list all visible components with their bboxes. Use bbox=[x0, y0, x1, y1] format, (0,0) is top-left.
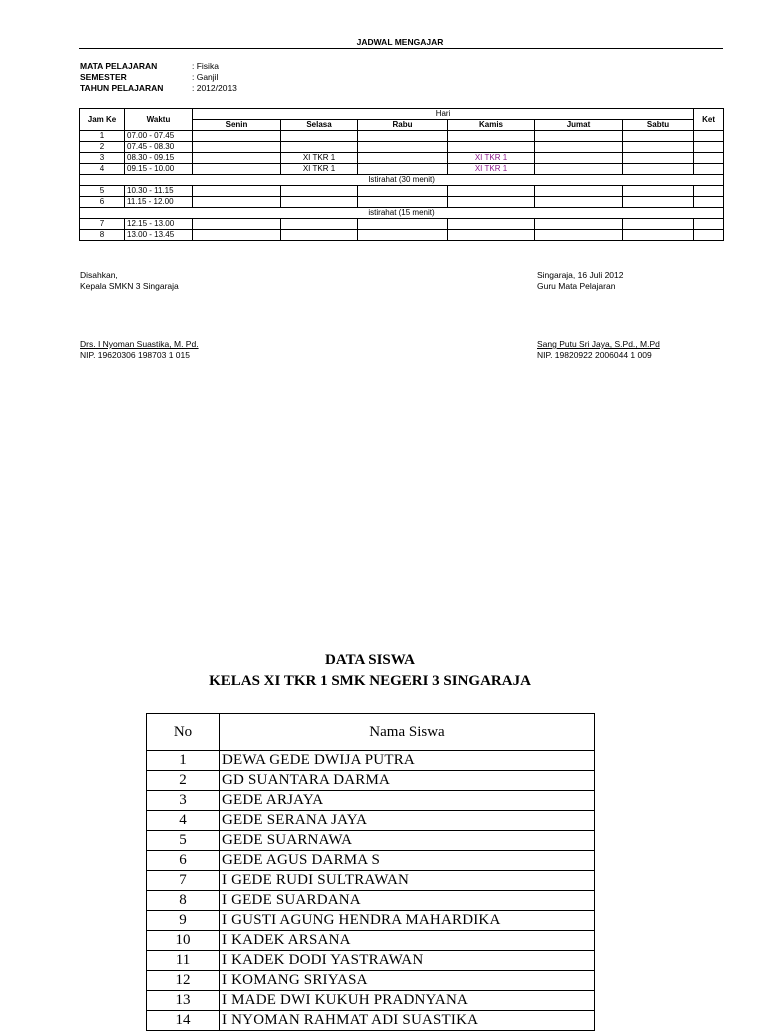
schedule-cell bbox=[358, 219, 448, 230]
meta-key: SEMESTER bbox=[80, 72, 127, 82]
schedule-cell bbox=[193, 197, 281, 208]
period-time: 07.00 - 07.45 bbox=[125, 131, 193, 142]
sign-left-line1: Disahkan, bbox=[80, 270, 118, 280]
schedule-cell bbox=[623, 230, 694, 241]
students-body bbox=[147, 751, 595, 1031]
schedule-body bbox=[80, 131, 724, 241]
table-row bbox=[147, 911, 595, 931]
break-label: istirahat (15 menit) bbox=[80, 208, 724, 219]
ket-cell bbox=[694, 131, 724, 142]
student-name: GEDE SERANA JAYA bbox=[220, 811, 595, 831]
schedule-cell bbox=[358, 142, 448, 153]
header-hari: Hari bbox=[193, 109, 694, 120]
schedule-cell bbox=[448, 131, 535, 142]
student-name: I GUSTI AGUNG HENDRA MAHARDIKA bbox=[220, 911, 595, 931]
student-name: I GEDE RUDI SULTRAWAN bbox=[220, 871, 595, 891]
student-number: 13 bbox=[147, 991, 220, 1011]
schedule-cell bbox=[535, 197, 623, 208]
table-row bbox=[147, 751, 595, 771]
schedule-cell bbox=[448, 197, 535, 208]
sign-right-line2: Guru Mata Pelajaran bbox=[537, 281, 616, 291]
schedule-meta bbox=[80, 61, 237, 94]
schedule-cell: XI TKR 1 bbox=[448, 164, 535, 175]
schedule-cell bbox=[193, 230, 281, 241]
schedule-title: JADWAL MENGAJAR bbox=[356, 37, 444, 47]
period-time: 07.45 - 08.30 bbox=[125, 142, 193, 153]
schedule-cell bbox=[193, 219, 281, 230]
student-name: I KADEK ARSANA bbox=[220, 931, 595, 951]
student-name: GD SUANTARA DARMA bbox=[220, 771, 595, 791]
schedule-cell bbox=[193, 142, 281, 153]
student-number: 14 bbox=[147, 1011, 220, 1031]
schedule-cell bbox=[358, 131, 448, 142]
sign-left-nip: NIP. 19620306 198703 1 015 bbox=[80, 350, 190, 360]
schedule-cell bbox=[281, 186, 358, 197]
header-ket: Ket bbox=[694, 109, 724, 131]
ket-cell bbox=[694, 142, 724, 153]
ket-cell bbox=[694, 197, 724, 208]
student-number: 1 bbox=[147, 751, 220, 771]
period-time: 13.00 - 13.45 bbox=[125, 230, 193, 241]
schedule-cell bbox=[281, 197, 358, 208]
student-name: I KOMANG SRIYASA bbox=[220, 971, 595, 991]
period-number: 6 bbox=[80, 197, 125, 208]
period-time: 12.15 - 13.00 bbox=[125, 219, 193, 230]
ket-cell bbox=[694, 164, 724, 175]
student-number: 3 bbox=[147, 791, 220, 811]
students-header-no: No bbox=[147, 714, 220, 751]
header-day: Selasa bbox=[281, 120, 358, 131]
table-row bbox=[147, 931, 595, 951]
student-number: 6 bbox=[147, 851, 220, 871]
student-number: 7 bbox=[147, 871, 220, 891]
schedule-cell bbox=[623, 164, 694, 175]
meta-value: : Ganjil bbox=[192, 72, 219, 82]
meta-row-subject bbox=[80, 61, 237, 72]
header-jam: Jam Ke bbox=[80, 109, 125, 131]
schedule-cell bbox=[193, 131, 281, 142]
period-number: 5 bbox=[80, 186, 125, 197]
table-row bbox=[147, 891, 595, 911]
period-number: 4 bbox=[80, 164, 125, 175]
schedule-cell bbox=[358, 164, 448, 175]
schedule-cell bbox=[623, 197, 694, 208]
students-title: DATA SISWA bbox=[325, 652, 415, 668]
student-number: 5 bbox=[147, 831, 220, 851]
header-row bbox=[80, 109, 724, 120]
schedule-cell bbox=[535, 230, 623, 241]
header-day: Kamis bbox=[448, 120, 535, 131]
table-row bbox=[147, 791, 595, 811]
ket-cell bbox=[694, 230, 724, 241]
student-name: I KADEK DODI YASTRAWAN bbox=[220, 951, 595, 971]
sign-right-nip: NIP. 19820922 2006044 1 009 bbox=[537, 350, 652, 360]
schedule-cell bbox=[448, 219, 535, 230]
period-number: 7 bbox=[80, 219, 125, 230]
period-number: 8 bbox=[80, 230, 125, 241]
period-row bbox=[80, 219, 724, 230]
table-row bbox=[147, 971, 595, 991]
students-subtitle: KELAS XI TKR 1 SMK NEGERI 3 SINGARAJA bbox=[209, 673, 531, 689]
schedule-cell bbox=[448, 186, 535, 197]
period-time: 11.15 - 12.00 bbox=[125, 197, 193, 208]
student-name: DEWA GEDE DWIJA PUTRA bbox=[220, 751, 595, 771]
schedule-cell bbox=[358, 230, 448, 241]
table-row bbox=[147, 871, 595, 891]
period-time: 09.15 - 10.00 bbox=[125, 164, 193, 175]
schedule-cell bbox=[623, 131, 694, 142]
student-number: 4 bbox=[147, 811, 220, 831]
header-day: Rabu bbox=[358, 120, 448, 131]
schedule-cell bbox=[193, 186, 281, 197]
title-rule bbox=[79, 48, 723, 49]
header-day: Jumat bbox=[535, 120, 623, 131]
period-number: 3 bbox=[80, 153, 125, 164]
schedule-cell bbox=[358, 186, 448, 197]
period-row bbox=[80, 164, 724, 175]
schedule-cell bbox=[448, 230, 535, 241]
schedule-cell bbox=[623, 142, 694, 153]
table-row bbox=[147, 851, 595, 871]
period-row bbox=[80, 197, 724, 208]
student-name: GEDE AGUS DARMA S bbox=[220, 851, 595, 871]
period-number: 2 bbox=[80, 142, 125, 153]
schedule-cell: XI TKR 1 bbox=[448, 153, 535, 164]
schedule-cell bbox=[623, 186, 694, 197]
period-row bbox=[80, 186, 724, 197]
period-number: 1 bbox=[80, 131, 125, 142]
sign-left-line2: Kepala SMKN 3 Singaraja bbox=[80, 281, 179, 291]
student-name: I GEDE SUARDANA bbox=[220, 891, 595, 911]
schedule-table bbox=[79, 108, 724, 241]
schedule-cell bbox=[535, 153, 623, 164]
header-day: Senin bbox=[193, 120, 281, 131]
schedule-cell bbox=[623, 153, 694, 164]
schedule-cell bbox=[623, 219, 694, 230]
table-row bbox=[147, 991, 595, 1011]
break-row bbox=[80, 175, 724, 186]
schedule-cell bbox=[535, 186, 623, 197]
meta-row-year bbox=[80, 83, 237, 94]
meta-key: TAHUN PELAJARAN bbox=[80, 83, 164, 93]
student-number: 8 bbox=[147, 891, 220, 911]
schedule-cell bbox=[535, 164, 623, 175]
student-name: GEDE SUARNAWA bbox=[220, 831, 595, 851]
student-name: I MADE DWI KUKUH PRADNYANA bbox=[220, 991, 595, 1011]
break-row bbox=[80, 208, 724, 219]
students-table bbox=[146, 713, 595, 1031]
table-row bbox=[147, 831, 595, 851]
schedule-cell bbox=[281, 219, 358, 230]
period-row bbox=[80, 230, 724, 241]
meta-key: MATA PELAJARAN bbox=[80, 61, 158, 71]
schedule-cell bbox=[193, 164, 281, 175]
period-row bbox=[80, 153, 724, 164]
schedule-cell: XI TKR 1 bbox=[281, 164, 358, 175]
schedule-cell bbox=[193, 153, 281, 164]
sign-left-name: Drs. I Nyoman Suastika, M. Pd. bbox=[80, 339, 199, 349]
student-number: 10 bbox=[147, 931, 220, 951]
table-row bbox=[147, 951, 595, 971]
student-number: 2 bbox=[147, 771, 220, 791]
meta-value: : 2012/2013 bbox=[192, 83, 237, 93]
student-number: 9 bbox=[147, 911, 220, 931]
ket-cell bbox=[694, 153, 724, 164]
student-number: 12 bbox=[147, 971, 220, 991]
student-name: GEDE ARJAYA bbox=[220, 791, 595, 811]
schedule-cell bbox=[448, 142, 535, 153]
schedule-cell bbox=[281, 142, 358, 153]
sign-right-line1: Singaraja, 16 Juli 2012 bbox=[537, 270, 624, 280]
ket-cell bbox=[694, 219, 724, 230]
header-waktu: Waktu bbox=[125, 109, 193, 131]
student-number: 11 bbox=[147, 951, 220, 971]
sign-right-name: Sang Putu Sri Jaya, S.Pd., M.Pd bbox=[537, 339, 660, 349]
schedule-cell bbox=[281, 230, 358, 241]
break-label: Istirahat (30 menit) bbox=[80, 175, 724, 186]
schedule-cell: XI TKR 1 bbox=[281, 153, 358, 164]
schedule-cell bbox=[358, 153, 448, 164]
signature-right bbox=[537, 270, 660, 361]
header-day: Sabtu bbox=[623, 120, 694, 131]
meta-value: : Fisika bbox=[192, 61, 219, 71]
ket-cell bbox=[694, 186, 724, 197]
table-row bbox=[147, 771, 595, 791]
period-row bbox=[80, 131, 724, 142]
table-row bbox=[147, 811, 595, 831]
period-time: 08.30 - 09.15 bbox=[125, 153, 193, 164]
student-name: I NYOMAN RAHMAT ADI SUASTIKA bbox=[220, 1011, 595, 1031]
schedule-cell bbox=[535, 219, 623, 230]
schedule-cell bbox=[281, 131, 358, 142]
schedule-cell bbox=[535, 131, 623, 142]
students-header-row bbox=[147, 714, 595, 751]
schedule-cell bbox=[535, 142, 623, 153]
period-time: 10.30 - 11.15 bbox=[125, 186, 193, 197]
signature-left bbox=[80, 270, 199, 361]
students-header-name: Nama Siswa bbox=[220, 714, 595, 751]
schedule-cell bbox=[358, 197, 448, 208]
table-row bbox=[147, 1011, 595, 1031]
period-row bbox=[80, 142, 724, 153]
meta-row-semester bbox=[80, 72, 237, 83]
